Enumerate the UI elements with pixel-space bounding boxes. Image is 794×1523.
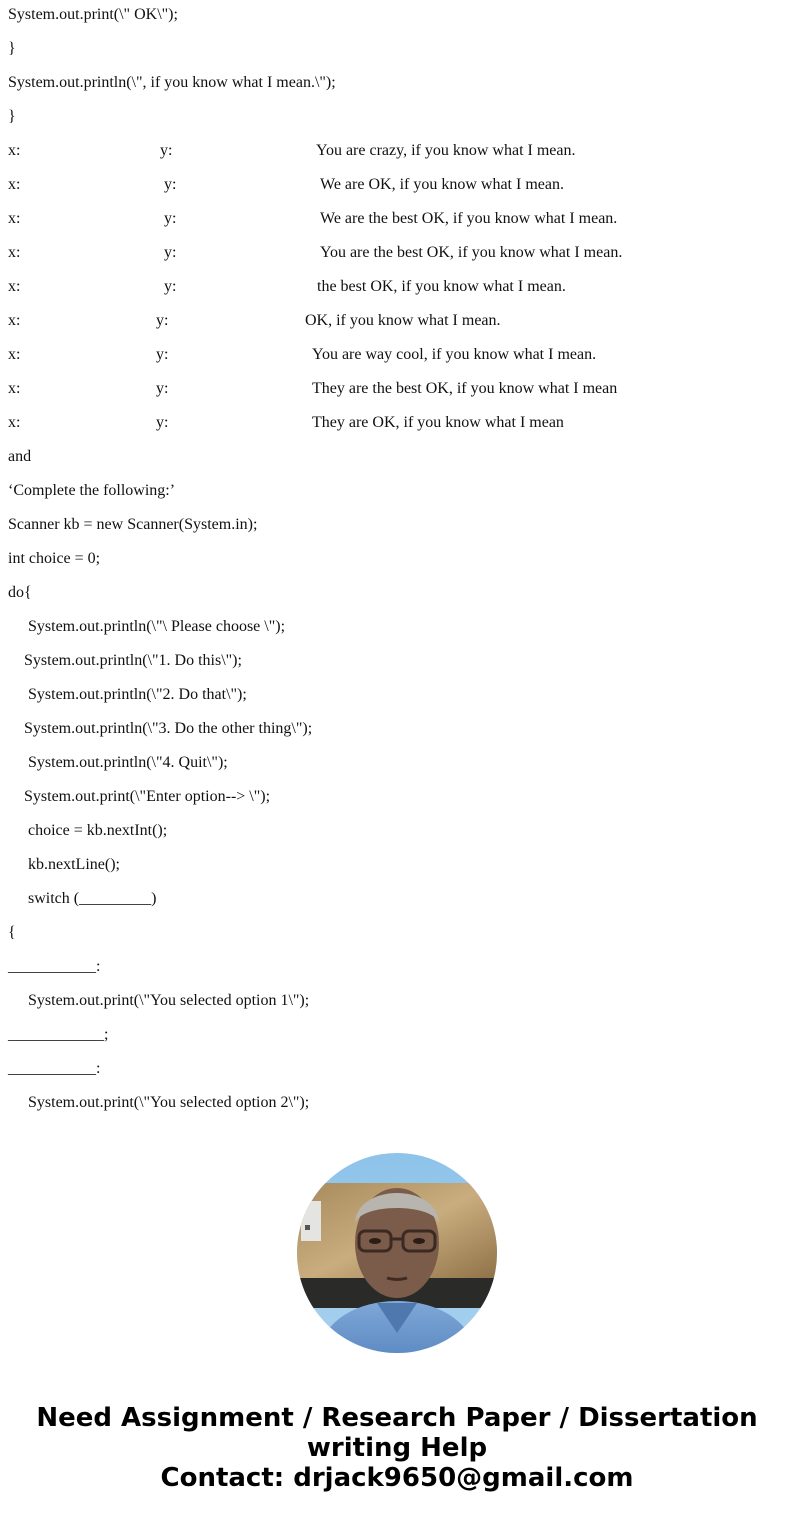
y-label: y: [164, 244, 177, 261]
x-label: x: [8, 380, 21, 397]
code-line: } [8, 108, 16, 125]
promo-contact: Contact: drjack9650@gmail.com [160, 1463, 634, 1493]
output-message: OK, if you know what I mean. [305, 312, 501, 329]
output-message: They are the best OK, if you know what I mean [312, 380, 618, 397]
promo-banner [0, 1403, 794, 1493]
switch-blank-line: switch (_________) [28, 890, 157, 907]
x-label: x: [8, 414, 21, 431]
code-line: System.out.print(\" OK\"); [8, 6, 178, 23]
output-row [0, 210, 794, 228]
code-line: System.out.print(\"You selected option 2\"); [28, 1094, 310, 1111]
output-row [0, 380, 794, 398]
output-message: You are way cool, if you know what I mean. [312, 346, 597, 363]
code-line: System.out.print(\"Enter option--> \"); [24, 788, 271, 805]
code-line: kb.nextLine(); [28, 856, 120, 873]
code-line: System.out.println(\"\ Please choose \"); [28, 618, 286, 635]
y-label: y: [160, 142, 173, 159]
output-message: We are the best OK, if you know what I mean. [320, 210, 618, 227]
output-row [0, 142, 794, 160]
y-label: y: [156, 414, 169, 431]
code-line: System.out.println(\"1. Do this\"); [24, 652, 242, 669]
output-row [0, 346, 794, 364]
y-label: y: [164, 278, 177, 295]
output-row [0, 244, 794, 262]
code-line: System.out.println(\"2. Do that\"); [28, 686, 247, 703]
y-label: y: [164, 210, 177, 227]
case-blank-line: ___________: [8, 958, 101, 975]
instruction-heading: ‘Complete the following:’ [8, 482, 176, 499]
x-label: x: [8, 278, 21, 295]
y-label: y: [164, 176, 177, 193]
x-label: x: [8, 176, 21, 193]
x-label: x: [8, 312, 21, 329]
code-line: choice = kb.nextInt(); [28, 822, 168, 839]
promo-subheadline: writing Help [306, 1433, 488, 1463]
break-blank-line: ____________; [8, 1026, 109, 1043]
x-label: x: [8, 142, 21, 159]
output-message: We are OK, if you know what I mean. [320, 176, 564, 193]
code-line: System.out.println(\", if you know what I mean.\"); [8, 74, 336, 91]
output-message: the best OK, if you know what I mean. [317, 278, 566, 295]
output-row [0, 278, 794, 296]
text-line: and [8, 448, 32, 465]
avatar [297, 1153, 497, 1353]
output-message: You are crazy, if you know what I mean. [316, 142, 576, 159]
promo-headline: Need Assignment / Research Paper / Dissertation [36, 1403, 758, 1433]
code-line: System.out.print(\"You selected option 1\"); [28, 992, 310, 1009]
code-line: System.out.println(\"4. Quit\"); [28, 754, 228, 771]
output-row [0, 176, 794, 194]
output-row [0, 312, 794, 330]
x-label: x: [8, 244, 21, 261]
person-photo-icon [297, 1153, 497, 1353]
code-line: do{ [8, 584, 32, 601]
code-line: } [8, 40, 16, 57]
x-label: x: [8, 210, 21, 227]
output-message: You are the best OK, if you know what I mean. [320, 244, 623, 261]
x-label: x: [8, 346, 21, 363]
y-label: y: [156, 346, 169, 363]
y-label: y: [156, 312, 169, 329]
output-row [0, 414, 794, 432]
code-line: Scanner kb = new Scanner(System.in); [8, 516, 258, 533]
case-blank-line: ___________: [8, 1060, 101, 1077]
y-label: y: [156, 380, 169, 397]
output-message: They are OK, if you know what I mean [312, 414, 564, 431]
code-line: int choice = 0; [8, 550, 101, 567]
code-line: { [8, 924, 16, 941]
code-line: System.out.println(\"3. Do the other thing\"); [24, 720, 313, 737]
